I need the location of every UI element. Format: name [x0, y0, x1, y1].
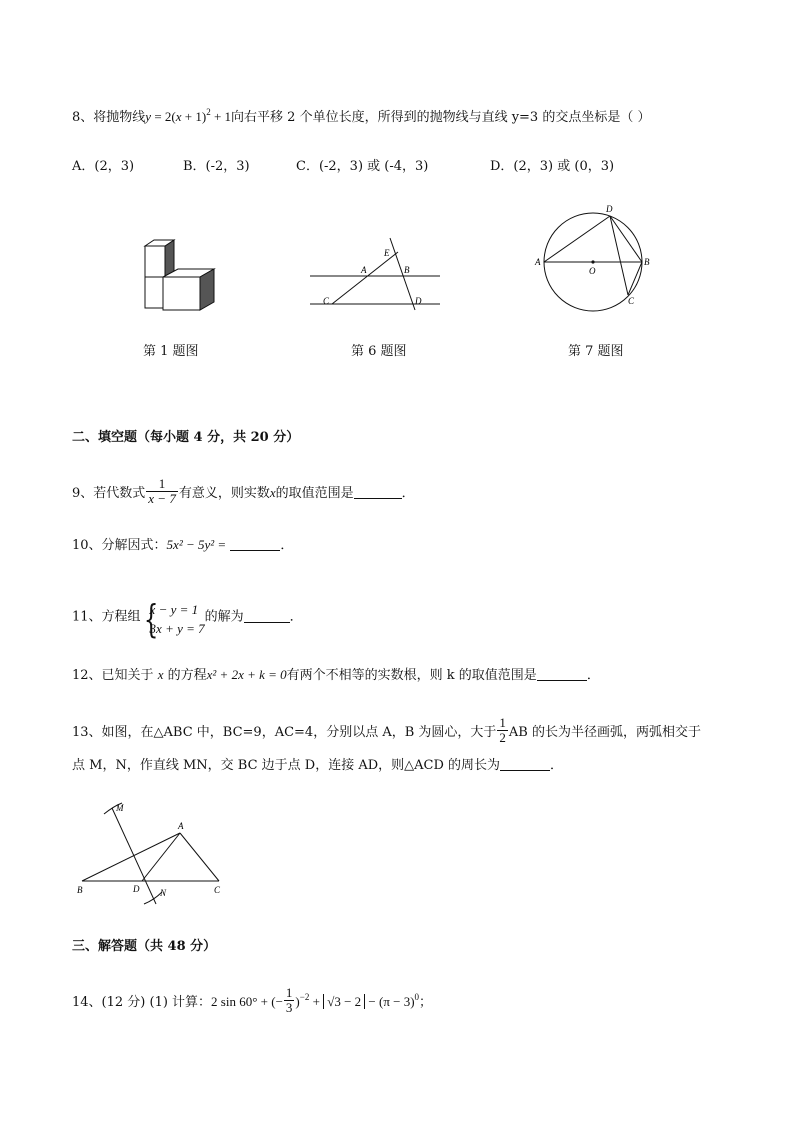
label-e: E	[384, 248, 390, 258]
label-b: B	[644, 257, 650, 267]
q14-exp: −2	[299, 992, 310, 1002]
q9-stem: 9、若代数式 $\frac{1}{x - 7}$ 有意义，则实数x的取值范围是 ．	[72, 476, 415, 506]
transversal-ca	[332, 252, 398, 304]
cube-lower-left-front	[145, 277, 165, 308]
q9-var: x	[269, 485, 276, 500]
q8-stem	[72, 108, 650, 127]
label-c: C	[214, 885, 221, 895]
q10-formula: 5x² − 5y² =	[166, 537, 227, 552]
q11-prefix: 11、方程组	[72, 609, 141, 625]
q8-formula-end: + 1	[210, 109, 232, 124]
chord-dc	[610, 216, 628, 295]
side-ab	[82, 833, 180, 881]
q13-line-2: 点 M，N，作直线 MN，交 BC 边于点 D，连接 AD，则△ACD 的周长为 ．	[72, 758, 564, 773]
q11-suffix: 的解为	[204, 609, 244, 625]
q14-stem	[72, 985, 433, 1017]
q9-fraction	[146, 477, 178, 506]
chord-cb	[628, 262, 642, 295]
q8-formula-exp: 2	[206, 107, 211, 117]
q8-suffix: 向右平移 2 个单位长度，所得到的抛物线与直线 y=3 的交点坐标是（ ）	[231, 110, 651, 125]
figure-6-parallel-lines	[305, 234, 445, 314]
section-3-title: 三、解答题（共 48 分）	[72, 939, 217, 954]
q14-exp2: 0	[414, 992, 420, 1002]
transversal-bd	[390, 238, 415, 310]
q12-suffix: 有两个不相等的实数根，则 k 的取值范围是	[286, 668, 537, 683]
side-ac	[180, 833, 219, 881]
q14-f-b: )	[295, 994, 300, 1009]
brace-icon: {	[143, 597, 158, 641]
caption-figure-6: 第 6 题图	[351, 344, 407, 359]
figure-1-cubes	[130, 236, 220, 312]
q8-option-c: C．(-2，3) 或 (-4，3)	[296, 159, 429, 174]
q8-formula-eq: = 2(	[151, 109, 176, 124]
q13-frac-den: 2	[499, 730, 506, 745]
q10-answer-blank[interactable]	[230, 538, 280, 551]
q14-f-a: 2 sin 60° + (−	[211, 994, 283, 1009]
q12-formula: x² + 2x + k = 0	[206, 667, 287, 682]
q10-prefix: 10、分解因式：	[72, 538, 167, 553]
caption-figure-7: 第 7 题图	[568, 344, 624, 359]
q14-abs-content: √3 − 2	[327, 994, 362, 1009]
q13-answer-blank[interactable]	[500, 758, 550, 771]
q10-stem: 10、分解因式：5x² − 5y² = ．	[72, 537, 294, 553]
q11-stem: 11、方程组 { x − y = 1 3x + y = 7 的解为 ．	[72, 597, 303, 641]
label-o: O	[589, 266, 596, 276]
q9-suffix-a: 有意义，则实数	[178, 486, 270, 501]
q8-option-a: A．(2，3)	[72, 159, 135, 174]
q14-f-d: − (π − 3)	[365, 994, 415, 1009]
q14-suffix: ；	[419, 995, 433, 1010]
section-2-title: 二、填空题（每小题 4 分，共 20 分）	[72, 430, 300, 445]
q13-fraction	[497, 716, 508, 745]
label-d: D	[133, 884, 140, 894]
label-a: A	[361, 265, 367, 275]
figure-q13-triangle	[74, 800, 234, 910]
q8-formula-x: x	[175, 109, 182, 124]
label-a: A	[178, 821, 184, 831]
q11-answer-blank[interactable]	[244, 610, 290, 623]
q8-formula-y: y	[145, 109, 152, 124]
q14-f-c: +	[309, 994, 324, 1009]
q12-stem: 12、已知关于 x 的方程x² + 2x + k = 0有两个不相等的实数根，则 k 的取值范围是 ．	[72, 667, 600, 683]
label-a: A	[535, 257, 541, 267]
q14-frac-den: 3	[285, 1000, 293, 1015]
label-d: D	[606, 204, 613, 214]
q9-answer-blank[interactable]	[354, 486, 402, 499]
q14-frac-num: 1	[285, 985, 293, 1000]
q13-line2: 点 M，N，作直线 MN，交 BC 边于点 D，连接 AD，则△ACD 的周长为	[72, 758, 501, 773]
q9-suffix-b: 的取值范围是	[275, 486, 354, 501]
q11-eq1: x − y = 1	[149, 602, 199, 617]
q13-line1-b: AB 的长为半径画弧，两弧相交于	[508, 725, 701, 740]
figure-7-circle	[530, 202, 660, 312]
q8-formula-tail: + 1)	[181, 109, 207, 124]
q12-var: x	[157, 667, 164, 682]
q13-line-1	[72, 715, 701, 747]
q12-mid: 的方程	[167, 668, 207, 683]
cube-right-front	[163, 277, 200, 310]
label-d: D	[415, 296, 422, 306]
label-c: C	[628, 296, 635, 306]
label-b: B	[77, 885, 83, 895]
q13-frac-num: 1	[499, 715, 506, 730]
q8-prefix: 8、将抛物线	[72, 110, 146, 125]
q13-line1-a: 13、如图，在△ABC 中，BC=9，AC=4，分别以点 A，B 为圆心，大于	[72, 725, 497, 740]
segment-ad	[142, 833, 180, 881]
caption-figure-1: 第 1 题图	[143, 344, 199, 359]
q11-system	[141, 597, 205, 641]
q11-eq2: 3x + y = 7	[149, 621, 205, 636]
center-point	[591, 260, 594, 263]
chord-ad	[544, 216, 610, 262]
q14-fraction	[284, 986, 295, 1015]
q14-prefix: 14、(12 分) (1) 计算：	[72, 995, 212, 1010]
cube-upper-front	[145, 246, 165, 277]
q9-numerator: 1	[146, 477, 178, 492]
label-c: C	[323, 296, 330, 306]
q8-option-d: D．(2，3) 或 (0，3)	[490, 159, 615, 174]
q9-denominator: x − 7	[148, 491, 176, 506]
q12-prefix: 12、已知关于	[72, 668, 154, 683]
label-m: M	[116, 803, 124, 813]
q12-answer-blank[interactable]	[537, 668, 587, 681]
label-b: B	[404, 265, 410, 275]
q9-prefix: 9、若代数式	[72, 486, 146, 501]
q14-abs	[323, 994, 365, 1009]
label-n: N	[160, 888, 167, 898]
q8-option-b: B．(-2，3)	[183, 159, 250, 174]
